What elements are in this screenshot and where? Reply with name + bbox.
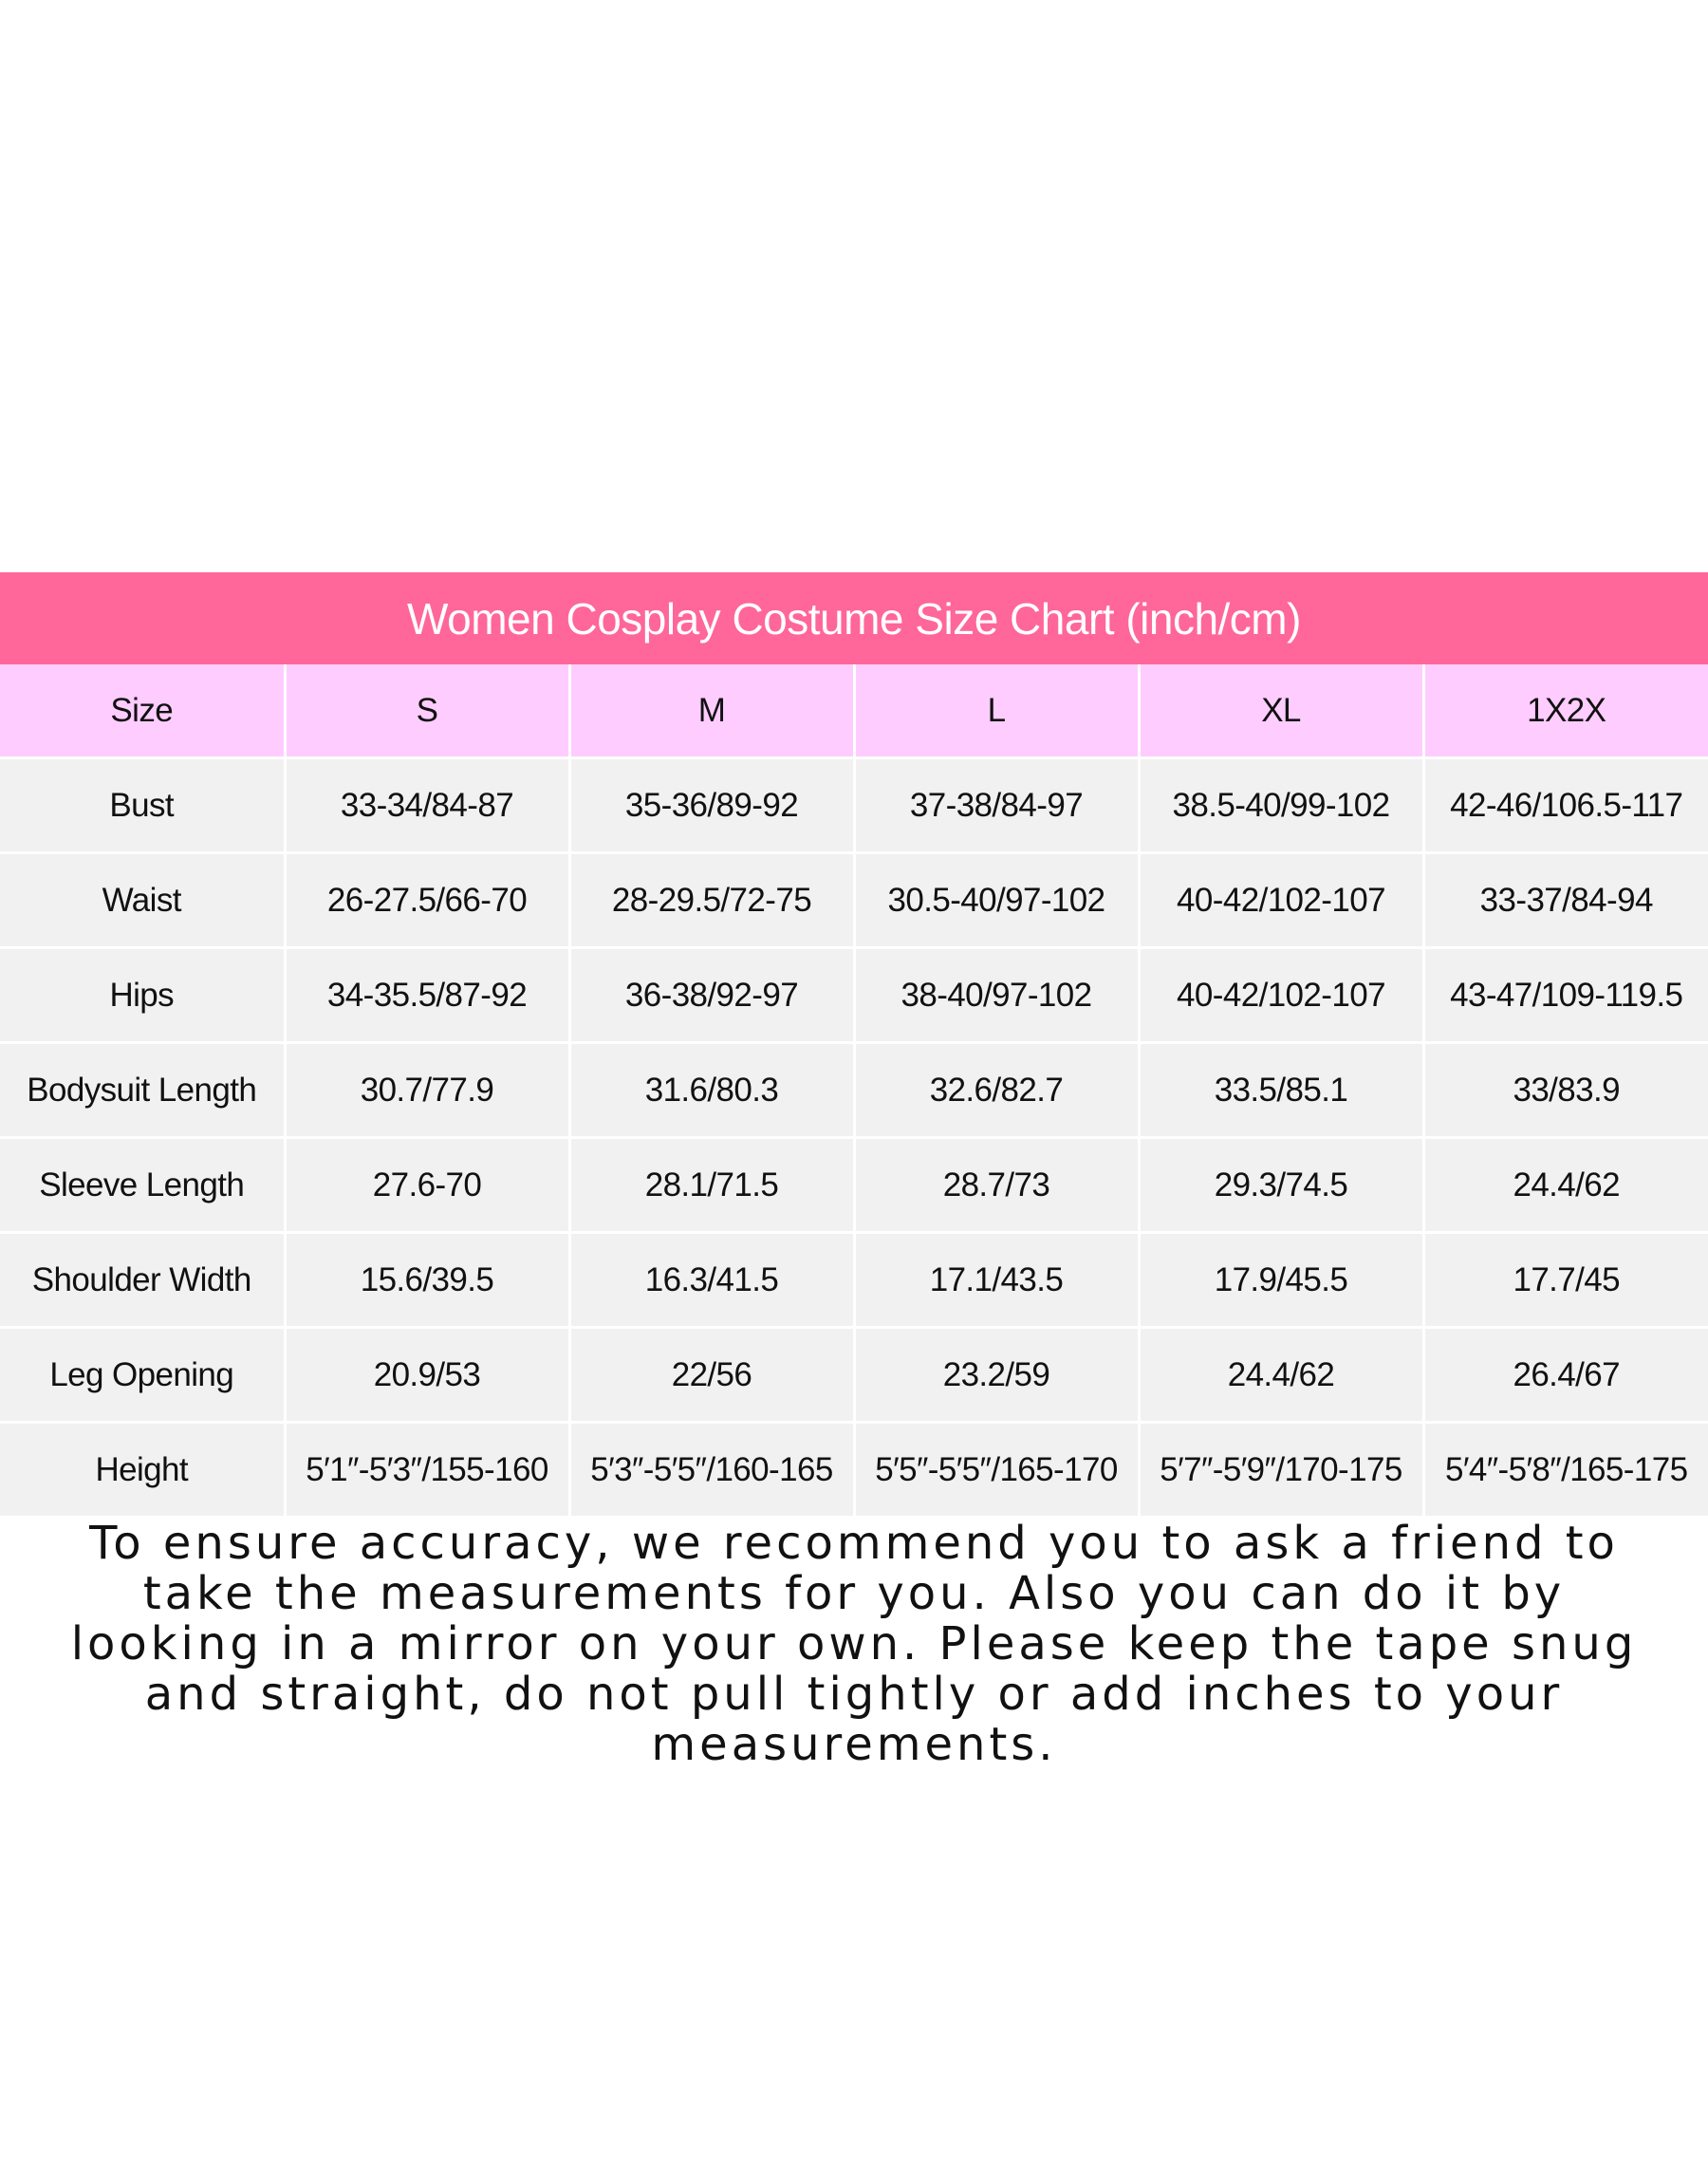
size-cell: 38-40/97-102 xyxy=(854,948,1139,1043)
size-cell: 37-38/84-97 xyxy=(854,758,1139,853)
size-cell: 5′3″-5′5″/160-165 xyxy=(569,1423,854,1518)
header-cell-1x2x: 1X2X xyxy=(1423,664,1708,758)
row-label: Shoulder Width xyxy=(0,1233,285,1328)
size-cell: 17.1/43.5 xyxy=(854,1233,1139,1328)
size-cell: 17.9/45.5 xyxy=(1139,1233,1423,1328)
size-cell: 28.1/71.5 xyxy=(569,1138,854,1233)
size-cell: 33/83.9 xyxy=(1423,1043,1708,1138)
row-label: Leg Opening xyxy=(0,1328,285,1423)
size-cell: 24.4/62 xyxy=(1139,1328,1423,1423)
size-cell: 5′7″-5′9″/170-175 xyxy=(1139,1423,1423,1518)
table-row xyxy=(0,1138,1708,1233)
header-cell-size: Size xyxy=(0,664,285,758)
size-cell: 26-27.5/66-70 xyxy=(285,853,569,948)
header-cell-m: M xyxy=(569,664,854,758)
row-label: Waist xyxy=(0,853,285,948)
size-cell: 5′1″-5′3″/155-160 xyxy=(285,1423,569,1518)
measurement-note: To ensure accuracy, we recommend you to ask a friend to take the measurements for you. Also you can do it by looking in a mirror on your own. Please keep the tape snug and straight, do not pull tightly or add inches to your measurements. xyxy=(70,1517,1638,1771)
table-row xyxy=(0,758,1708,853)
size-cell: 33-37/84-94 xyxy=(1423,853,1708,948)
size-cell: 24.4/62 xyxy=(1423,1138,1708,1233)
header-cell-xl: XL xyxy=(1139,664,1423,758)
size-cell: 15.6/39.5 xyxy=(285,1233,569,1328)
row-label: Height xyxy=(0,1423,285,1518)
size-cell: 17.7/45 xyxy=(1423,1233,1708,1328)
table-row xyxy=(0,1423,1708,1518)
row-label: Sleeve Length xyxy=(0,1138,285,1233)
row-label: Bust xyxy=(0,758,285,853)
size-cell: 28-29.5/72-75 xyxy=(569,853,854,948)
size-cell: 5′5″-5′5″/165-170 xyxy=(854,1423,1139,1518)
table-row xyxy=(0,1043,1708,1138)
table-row xyxy=(0,1233,1708,1328)
size-cell: 34-35.5/87-92 xyxy=(285,948,569,1043)
header-row xyxy=(0,664,1708,758)
size-cell: 27.6-70 xyxy=(285,1138,569,1233)
size-cell: 20.9/53 xyxy=(285,1328,569,1423)
size-cell: 16.3/41.5 xyxy=(569,1233,854,1328)
table-row xyxy=(0,1328,1708,1423)
size-cell: 23.2/59 xyxy=(854,1328,1139,1423)
row-label: Hips xyxy=(0,948,285,1043)
header-cell-l: L xyxy=(854,664,1139,758)
chart-title: Women Cosplay Costume Size Chart (inch/cm) xyxy=(0,572,1708,664)
size-cell: 30.7/77.9 xyxy=(285,1043,569,1138)
size-table xyxy=(0,664,1708,1519)
size-cell: 32.6/82.7 xyxy=(854,1043,1139,1138)
size-cell: 36-38/92-97 xyxy=(569,948,854,1043)
size-cell: 33-34/84-87 xyxy=(285,758,569,853)
size-cell: 42-46/106.5-117 xyxy=(1423,758,1708,853)
size-cell: 28.7/73 xyxy=(854,1138,1139,1233)
size-table-body xyxy=(0,664,1708,1518)
table-row xyxy=(0,948,1708,1043)
row-label: Bodysuit Length xyxy=(0,1043,285,1138)
size-cell: 30.5-40/97-102 xyxy=(854,853,1139,948)
size-cell: 31.6/80.3 xyxy=(569,1043,854,1138)
size-cell: 5′4″-5′8″/165-175 xyxy=(1423,1423,1708,1518)
size-cell: 33.5/85.1 xyxy=(1139,1043,1423,1138)
size-cell: 40-42/102-107 xyxy=(1139,948,1423,1043)
size-cell: 43-47/109-119.5 xyxy=(1423,948,1708,1043)
table-row xyxy=(0,853,1708,948)
size-cell: 22/56 xyxy=(569,1328,854,1423)
size-cell: 26.4/67 xyxy=(1423,1328,1708,1423)
size-cell: 40-42/102-107 xyxy=(1139,853,1423,948)
size-cell: 29.3/74.5 xyxy=(1139,1138,1423,1233)
header-cell-s: S xyxy=(285,664,569,758)
size-chart xyxy=(0,572,1708,1519)
size-cell: 35-36/89-92 xyxy=(569,758,854,853)
size-cell: 38.5-40/99-102 xyxy=(1139,758,1423,853)
